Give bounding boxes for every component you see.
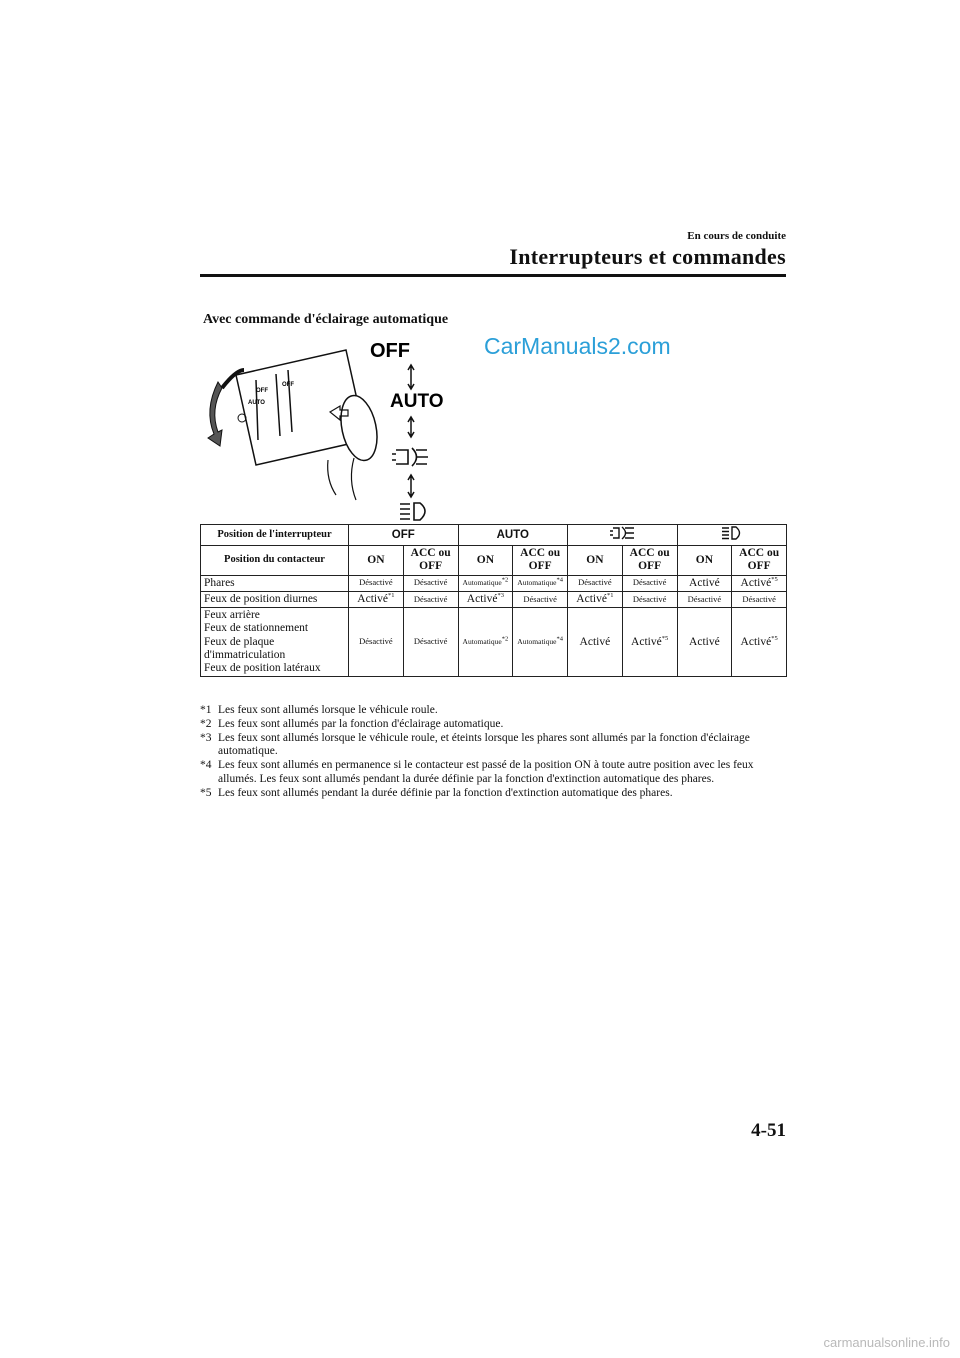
switch-position-label: Position de l'interrupteur [201, 525, 349, 546]
status-cell: Désactivé [349, 608, 404, 677]
status-cell: Activé [677, 575, 732, 591]
status-cell: Désactivé [403, 591, 458, 607]
status-cell: Activé$^{*5}$ [732, 575, 787, 591]
header-rule [200, 274, 786, 277]
status-cell: Désactivé [568, 575, 623, 591]
status-cell: Désactivé [513, 591, 568, 607]
status-cell: Automatique$^{*4}$ [513, 575, 568, 591]
status-cell: Activé$^{*1}$ [349, 591, 404, 607]
contact-cell: ON [677, 546, 732, 575]
footnote: *1 Les feux sont allumés lorsque le véhicule roule. [200, 704, 438, 716]
contact-position-label: Position du contacteur [201, 546, 349, 575]
svg-text:AUTO: AUTO [390, 391, 444, 412]
status-cell: Désactivé [677, 591, 732, 607]
position-auto: AUTO [458, 525, 568, 546]
position-parking [677, 525, 787, 546]
footnotes [200, 704, 790, 801]
page-number: 4-51 [751, 1120, 786, 1141]
contact-cell: ACC ou OFF [622, 546, 677, 575]
contact-cell: ON [349, 546, 404, 575]
parking-light-icon [400, 503, 425, 520]
contact-cell: ACC ou OFF [513, 546, 568, 575]
status-cell: Activé$^{*5}$ [622, 608, 677, 677]
headlight-low-beam-icon [609, 526, 635, 540]
light-switch-illustration [196, 330, 466, 525]
running-header-section: En cours de conduite [687, 230, 786, 242]
position-off: OFF [349, 525, 459, 546]
footnote: *5 Les feux sont allumés pendant la durée définie par la fonction d'extinction automatique des phares. [200, 786, 673, 799]
status-cell: Désactivé [403, 575, 458, 591]
parking-light-icon [721, 526, 743, 540]
contact-cell: ON [568, 546, 623, 575]
position-headlight [568, 525, 678, 546]
contact-row [201, 546, 787, 575]
status-cell: Automatique$^{*4}$ [513, 608, 568, 677]
section-title: Avec commande d'éclairage automatique [203, 312, 449, 327]
status-cell: Activé [677, 608, 732, 677]
lever-drawing [196, 330, 466, 525]
svg-text:OFF: OFF [282, 382, 294, 388]
status-cell: Désactivé [403, 608, 458, 677]
svg-text:AUTO: AUTO [248, 400, 265, 406]
status-cell: Désactivé [622, 591, 677, 607]
footnote: *2 Les feux sont allumés par la fonction d'éclairage automatique. [200, 717, 504, 730]
status-cell: Activé [568, 608, 623, 677]
watermark-text: CarManuals2.com [484, 333, 671, 359]
light-status-table [200, 524, 787, 677]
footer-watermark: carmanualsonline.info [823, 1335, 950, 1350]
footnote: *4 Les feux sont allumés en permanence si le contacteur est passé de la position ON à toute autre position avec les feux allumés. Les feux sont allumés pendant la durée définie par la fonction d'extinction automatique des phares. [200, 759, 754, 785]
contact-cell: ACC ou OFF [403, 546, 458, 575]
running-header-chapter: Interrupteurs et commandes [509, 244, 786, 269]
table-header-row [201, 525, 787, 546]
contact-cell: ACC ou OFF [732, 546, 787, 575]
status-cell: Automatique$^{*2}$ [458, 608, 513, 677]
row-label: Feux de position diurnes [201, 591, 349, 607]
table-row-phares [201, 575, 787, 591]
svg-text:OFF: OFF [256, 388, 268, 394]
status-cell: Activé$^{*5}$ [732, 608, 787, 677]
contact-cell: ON [458, 546, 513, 575]
svg-text:OFF: OFF [370, 340, 410, 362]
footnote: *3 Les feux sont allumés lorsque le véhicule roule, et éteints lorsque les phares sont allumés par la fonction d'éclairage automatique. [200, 731, 750, 758]
row-label: Phares [201, 575, 349, 591]
row-label: Feux arrière Feux de stationnement Feux de plaque d'immatriculation Feux de position latéraux [201, 608, 349, 677]
status-cell: Activé$^{*1}$ [568, 591, 623, 607]
table-row-feux-diurnes [201, 591, 787, 607]
table-row-feux-arriere [201, 608, 787, 677]
headlight-low-beam-icon [392, 448, 428, 466]
status-cell: Activé$^{*3}$ [458, 591, 513, 607]
status-cell: Désactivé [622, 575, 677, 591]
status-cell: Automatique$^{*2}$ [458, 575, 513, 591]
status-cell: Désactivé [732, 591, 787, 607]
status-cell: Désactivé [349, 575, 404, 591]
